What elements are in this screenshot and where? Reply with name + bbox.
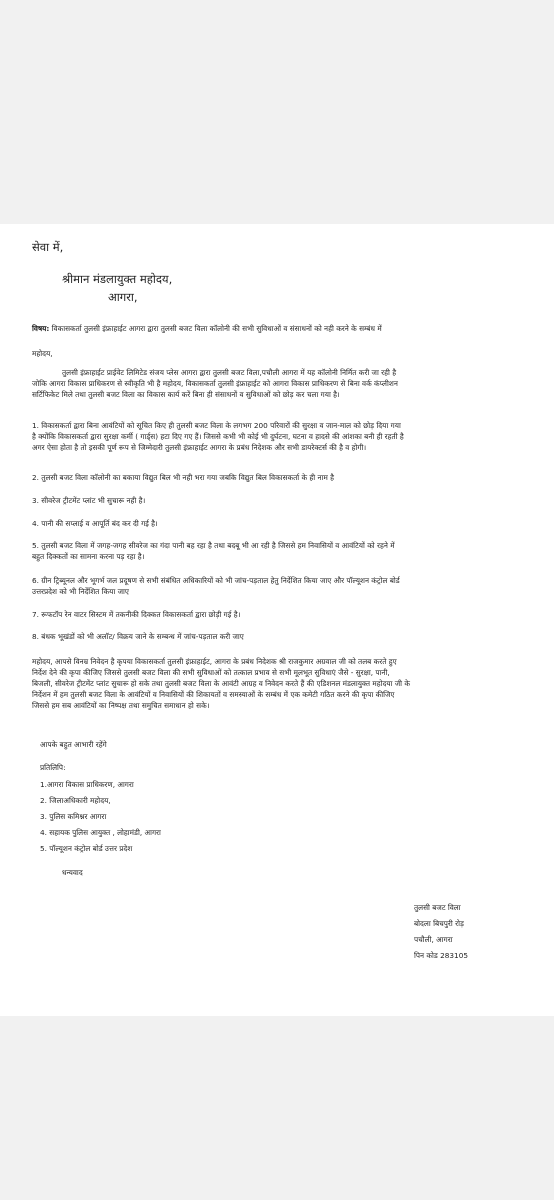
copy-heading: प्रतिलिपि: [40, 763, 66, 772]
sender-address [414, 900, 468, 964]
thanks: धन्यवाद [62, 868, 83, 877]
sender-line: बोदला बिचपुरी रोड़ [414, 919, 464, 928]
intro-paragraph [32, 367, 398, 400]
copy-item: 3. पुलिस कमिश्नर आगरा [40, 812, 107, 821]
addressee-line-1: श्रीमान मंडलायुक्त महोदय, [62, 272, 173, 286]
copy-item: 4. सहायक पुलिस आयुक्त , लोहामंडी, आगरा [40, 828, 161, 837]
letter-page [0, 224, 554, 1016]
bottom-background [0, 1016, 554, 1200]
request-line: जिससे हम सब आवंटियों का निष्पक्ष तथा समुचित समाधान हो सके। [32, 701, 210, 710]
subject-text: विकासकर्ता तुलसी इंफ्राहाईट आगरा द्वारा तुलसी बजट विला कॉलोनी की सभी सुविधाओं व संसाधनों को नही करने के सम्बंध में [51, 324, 382, 333]
subject-line [32, 325, 382, 332]
point-6-line: उत्तरप्रदेश को भी निर्देशित किया जाए [32, 587, 129, 596]
point-1-line: अगर ऐसा होता है तो इसकी पूर्ण रूप से जिम्मेदारी तुलसी इंफ्राहाईट आगरा के प्रबंध निदेशक और सभी डायरेक्टर्स की है व होगी। [32, 443, 367, 452]
salutation: सेवा में, [32, 240, 64, 254]
closing-line: आपके बहुत आभारी रहेंगे [40, 740, 107, 749]
sender-line: पिन कोड 283105 [414, 951, 468, 960]
request-line: निर्देश देने की कृपा कीजिए जिससे तुलसी बजट विला की सभी सुविधाओं को तत्काल प्रभाव से सभी मूलभूत सुविधाएं जैसे - सुरक्षा, पानी, [32, 668, 390, 677]
greeting: महोदय, [32, 349, 53, 358]
addressee-line-2: आगरा, [108, 290, 138, 304]
subject-label: विषय: [32, 324, 50, 333]
copy-item: 5. पॉल्यूशन कंट्रोल बोर्ड उत्तर प्रदेश [40, 844, 133, 853]
top-background [0, 0, 554, 224]
point-1 [32, 420, 404, 453]
point-2: 2. तुलसी बजट विला कॉलोनी का बकाया विद्युत बिल भी नही भरा गया जबकि विद्युत बिल विकासकर्ता के ही नाम है [32, 473, 334, 482]
point-1-line: है क्योंकि विकासकर्ता द्वारा सुरक्षा कर्मी ( गार्ड्स) हटा दिए गए हैं। जिससे कभी भी कोई भी दुर्घटना, घटना व हादसे की आंशका बनी ही रहती है [32, 432, 404, 441]
point-8: 8. बंधक भूखंडों को भी अलॉट/ विक्रय जाने के सम्बन्ध में जांच-पड़ताल करी जाए [32, 632, 244, 641]
point-6 [32, 575, 400, 597]
intro-line: सर्टिफिकेट मिले तथा तुलसी बजट विला का विकास कार्य करें बिना ही संसाधनों व सुविधाओं को छोड़ कर चला गया है। [32, 390, 340, 399]
point-3: 3. सीवरेज ट्रीटमेंट प्लांट भी सुचारू नही है। [32, 496, 146, 505]
point-5-line: बहुत दिक्कतों का सामना करना पड़ रहा है। [32, 552, 145, 561]
point-1-line: 1. विकासकर्ता द्वारा बिना आवंटियों को सूचित किए ही तुलसी बजट विला के लगभग 200 परिवारों की सुरक्षा व जान-माल को छोड़ दिया गया [32, 421, 401, 430]
request-line: महोदय, आपसे विनम्र निवेदन है कृपया विकासकर्ता तुलसी इंफ्राहाईट, आगरा के प्रबंध निदेशक श्री राजकुमार अग्रवाल जी को तलब करते हुए [32, 657, 397, 666]
sender-line: पचौली, आगरा [414, 935, 453, 944]
request-paragraph [32, 656, 410, 711]
intro-line: जोकि आगरा विकास प्राधिकरण से स्वीकृति भी है महोदय, विकासकर्ता तुलसी इंफ्राहाईट को आगरा विकास प्राधिकरण से बिना वर्क कंप्लीशन [32, 379, 398, 388]
point-7: 7. रूफटॉप रेन वाटर सिस्टम में तकनीकी दिक्कत विकासकर्ता द्वारा छोड़ी गई है। [32, 610, 241, 619]
intro-line: तुलसी इंफ्राहाईट प्राईवेट लिमिटेड संजय प्लेस आगरा द्वारा तुलसी बजट विला,पचौली आगरा में यह कॉलोनी निर्मित करी जा रही है [62, 368, 397, 377]
point-5-line: 5. तुलसी बजट विला में जगह-जगह सीवरेज का गंदा पानी बह रहा है तथा बदबू भी आ रही है जिससे हम निवासियों व आवंटियों को रहने में [32, 541, 395, 550]
request-line: निर्देशन में हम तुलसी बजट विला के आवंटियों व निवासियों की शिकायतों व समस्याओं के सम्बंध में एक कमेटी गठित करने की कृपा कीजिए [32, 690, 395, 699]
copy-item: 2. जिलाअधिकारी महोदय, [40, 796, 111, 805]
point-6-line: 6. ग्रीन ट्रिब्यूनल और भूगर्भ जल प्रदूषण से सभी संबंधित अधिकारियों को भी जांच-पड़ताल हेतु निर्देशित किया जाए और पॉल्यूशन कंट्रोल बोर्ड [32, 576, 400, 585]
point-5 [32, 540, 395, 562]
sender-line: तुलसी बजट विला [414, 903, 461, 912]
copy-item: 1.आगरा विकास प्राधिकरण, आगरा [40, 780, 134, 789]
point-4: 4. पानी की सप्लाई व आपूर्ति बंद कर दी गई है। [32, 519, 158, 528]
request-line: बिजली, सीवरेज ट्रीटमेंट प्लांट सुचारू हो सके तथा तुलसी बजट विला के आवंटी आग्रह व निवेदन करते हैं की एडिशनल मंडलायुक्त महोदया जी के [32, 679, 410, 688]
copy-list [40, 762, 161, 854]
